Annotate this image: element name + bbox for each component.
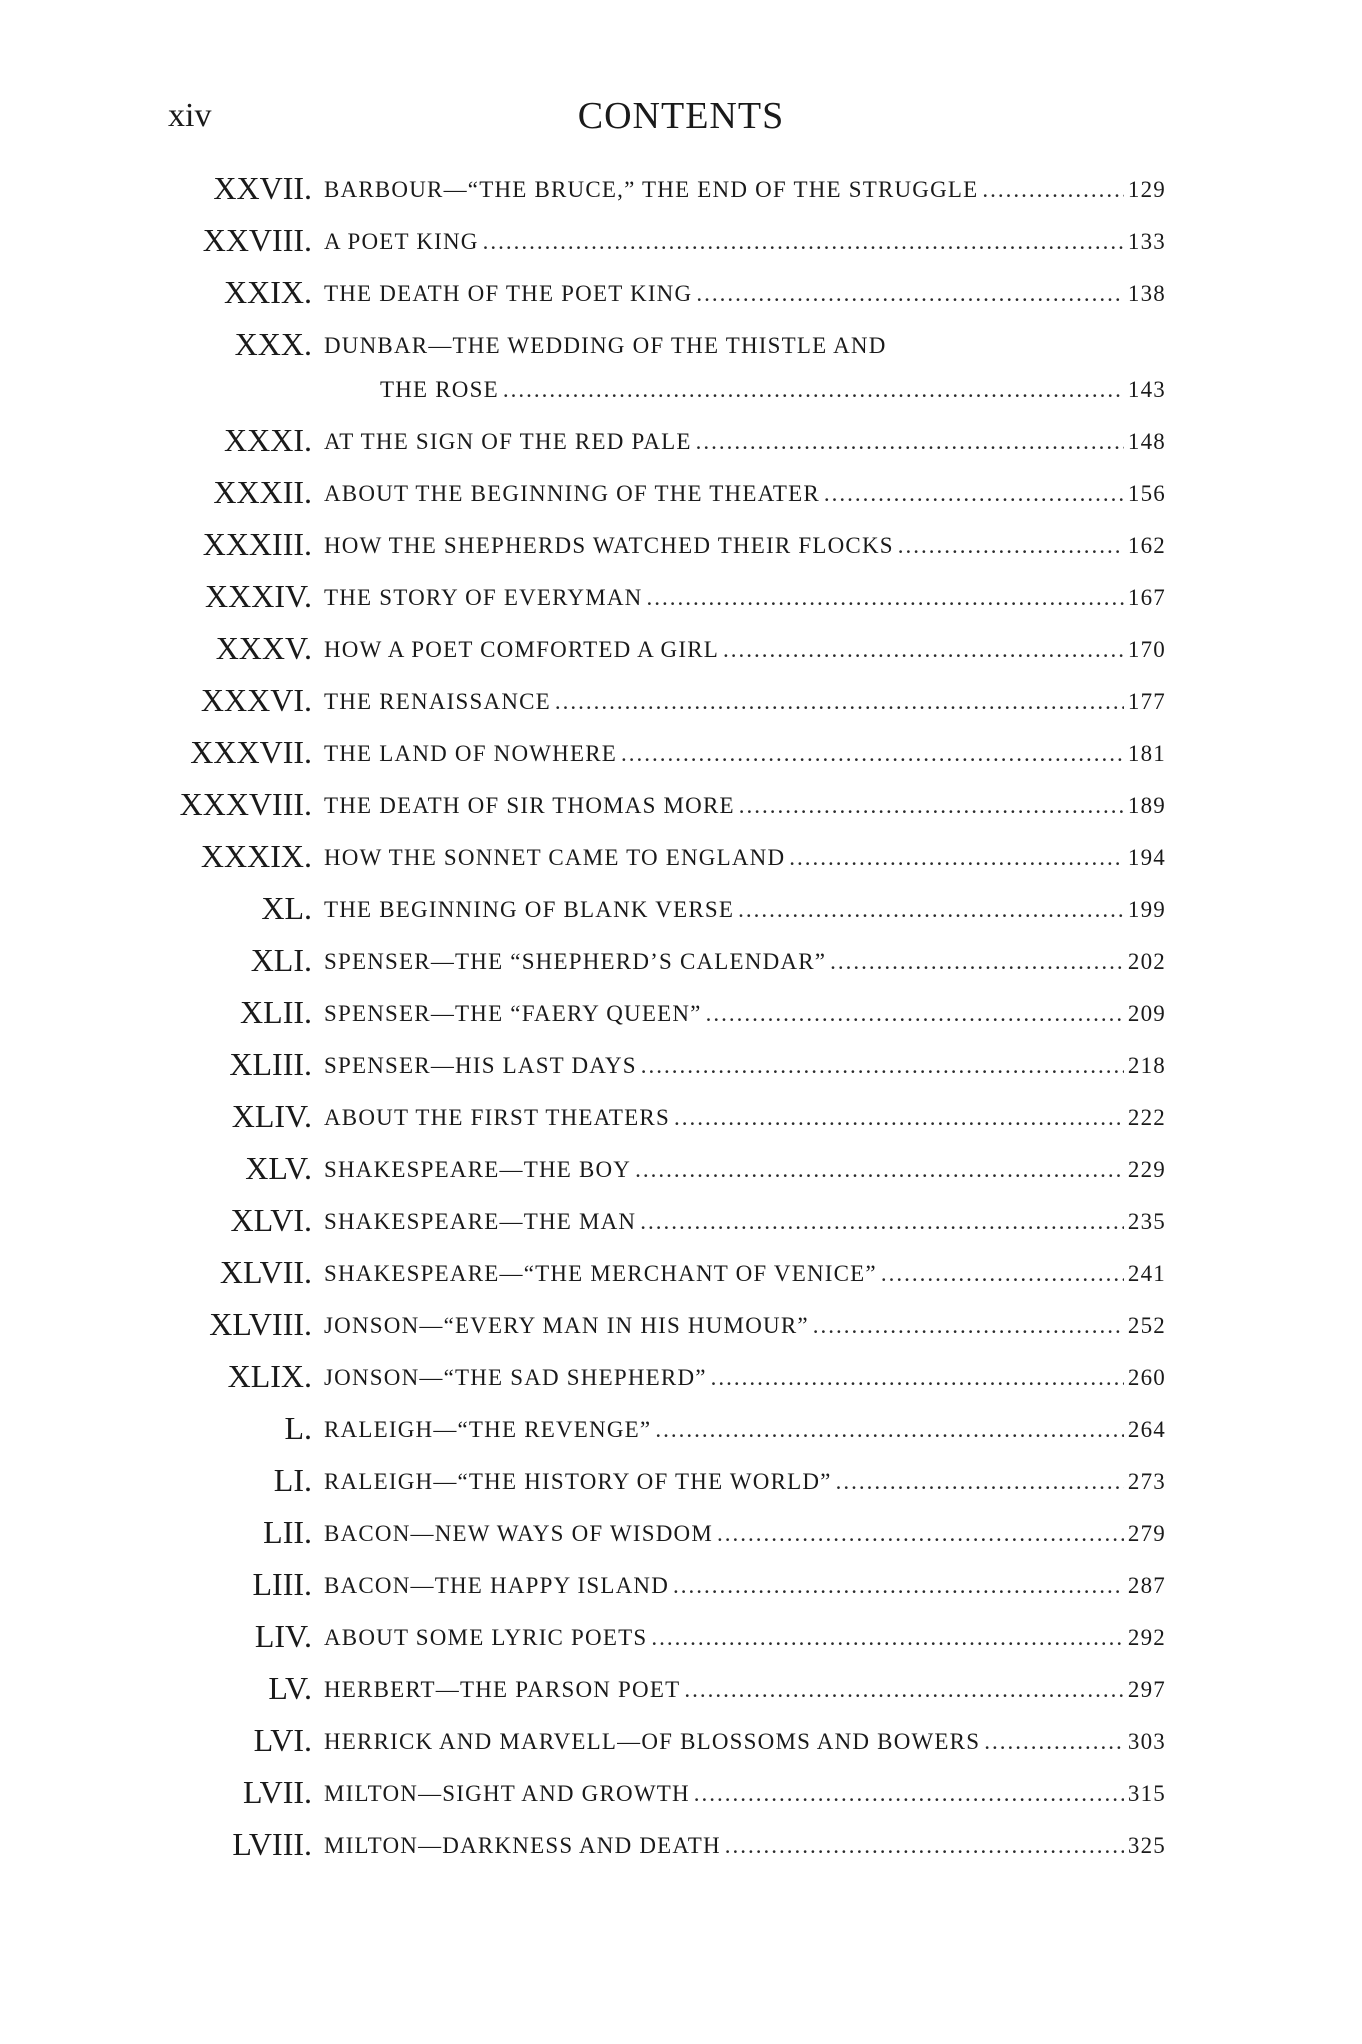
toc-entry <box>0 1458 1362 1510</box>
chapter-title: JONSON—“THE SAD SHEPHERD” <box>324 1365 707 1390</box>
toc-line <box>324 1412 1166 1448</box>
toc-line <box>324 1776 1166 1812</box>
dot-leader <box>898 528 1124 564</box>
dot-leader <box>640 1204 1124 1240</box>
chapter-title: THE DEATH OF SIR THOMAS MORE <box>324 793 735 818</box>
chapter-title: SHAKESPEARE—THE BOY <box>324 1157 632 1182</box>
chapter-page-number: 264 <box>1127 1417 1166 1442</box>
chapter-numeral: LVI. <box>253 1722 312 1758</box>
toc-line <box>324 424 1166 460</box>
chapter-numeral: XXVII. <box>213 170 312 206</box>
chapter-page-number: 241 <box>1127 1261 1166 1286</box>
toc-entry <box>0 1562 1362 1614</box>
chapter-page-number: 143 <box>1127 377 1166 402</box>
chapter-title: MILTON—SIGHT AND GROWTH <box>324 1781 690 1806</box>
chapter-numeral: XXIX. <box>224 274 312 310</box>
chapter-numeral: XLII. <box>240 994 312 1030</box>
chapter-numeral: XXX. <box>234 326 312 362</box>
toc-line <box>324 1568 1166 1604</box>
chapter-numeral: LII. <box>263 1514 312 1550</box>
chapter-title: THE RENAISSANCE <box>324 689 551 714</box>
toc-line <box>324 1308 1166 1344</box>
toc-entry <box>0 522 1362 574</box>
chapter-numeral: XXXVI. <box>200 682 312 718</box>
toc-line <box>324 736 1166 772</box>
dot-leader <box>824 476 1124 512</box>
chapter-title: BARBOUR—“THE BRUCE,” THE END OF THE STRUGGLE <box>324 177 979 202</box>
dot-leader <box>696 424 1124 460</box>
toc-entry <box>0 1406 1362 1458</box>
chapter-numeral: XXXIX. <box>200 838 312 874</box>
chapter-title: SHAKESPEARE—“THE MERCHANT OF VENICE” <box>324 1261 877 1286</box>
toc-line <box>324 1724 1166 1760</box>
chapter-page-number: 252 <box>1127 1313 1166 1338</box>
chapter-page-number: 235 <box>1127 1209 1166 1234</box>
dot-leader <box>655 1412 1124 1448</box>
chapter-page-number: 129 <box>1127 177 1166 202</box>
dot-leader <box>789 840 1124 876</box>
dot-leader <box>684 1672 1124 1708</box>
toc-entry <box>0 1094 1362 1146</box>
chapter-page-number: 292 <box>1127 1625 1166 1650</box>
dot-leader <box>739 788 1124 824</box>
toc-line <box>324 224 1166 260</box>
toc-line <box>324 1204 1166 1240</box>
chapter-title: BACON—THE HAPPY ISLAND <box>324 1573 670 1598</box>
chapter-page-number: 170 <box>1127 637 1166 662</box>
chapter-numeral: XLVI. <box>230 1202 312 1238</box>
toc-entry <box>0 1250 1362 1302</box>
chapter-numeral: XLVIII. <box>209 1306 312 1342</box>
chapter-title: THE LAND OF NOWHERE <box>324 741 618 766</box>
chapter-page-number: 199 <box>1127 897 1166 922</box>
dot-leader <box>706 996 1124 1032</box>
chapter-numeral: LIII. <box>252 1566 312 1602</box>
dot-leader <box>696 276 1124 312</box>
dot-leader <box>881 1256 1124 1292</box>
chapter-title: SPENSER—THE “SHEPHERD’S CALENDAR” <box>324 949 827 974</box>
chapter-title: HOW THE SONNET CAME TO ENGLAND <box>324 845 786 870</box>
toc-line <box>324 580 1166 616</box>
chapter-title: HOW THE SHEPHERDS WATCHED THEIR FLOCKS <box>324 533 894 558</box>
toc-entry <box>0 470 1362 522</box>
chapter-page-number: 181 <box>1127 741 1166 766</box>
chapter-title: HOW A POET COMFORTED A GIRL <box>324 637 720 662</box>
chapter-page-number: 260 <box>1127 1365 1166 1390</box>
dot-leader <box>717 1516 1124 1552</box>
chapter-numeral: XXXV. <box>215 630 312 666</box>
toc-line <box>324 840 1166 876</box>
chapter-numeral: LIV. <box>254 1618 312 1654</box>
toc-line <box>324 1100 1166 1136</box>
toc-entry <box>0 1510 1362 1562</box>
toc-line <box>324 1516 1166 1552</box>
chapter-title: ABOUT THE BEGINNING OF THE THEATER <box>324 481 820 506</box>
chapter-page-number: 202 <box>1127 949 1166 974</box>
chapter-numeral: XXXIII. <box>202 526 312 562</box>
chapter-page-number: 303 <box>1127 1729 1166 1754</box>
chapter-title: RALEIGH—“THE REVENGE” <box>324 1417 652 1442</box>
chapter-numeral: LVIII. <box>232 1826 312 1862</box>
dot-leader <box>674 1100 1124 1136</box>
chapter-numeral: XL. <box>261 890 312 926</box>
dot-leader <box>725 1828 1124 1864</box>
dot-leader <box>984 1724 1124 1760</box>
chapter-page-number: 194 <box>1127 845 1166 870</box>
chapter-numeral: LV. <box>268 1670 312 1706</box>
toc-line <box>324 1828 1166 1864</box>
toc-entry <box>0 218 1362 270</box>
toc-entry <box>0 166 1362 218</box>
toc-line <box>324 276 1166 312</box>
chapter-page-number: 209 <box>1127 1001 1166 1026</box>
chapter-title: SHAKESPEARE—THE MAN <box>324 1209 637 1234</box>
dot-leader <box>646 580 1123 616</box>
dot-leader <box>503 372 1124 408</box>
toc-line <box>324 1048 1166 1084</box>
toc-entry <box>0 1302 1362 1354</box>
toc-entry <box>0 782 1362 834</box>
toc-entry <box>0 1666 1362 1718</box>
chapter-title: MILTON—DARKNESS AND DEATH <box>324 1833 721 1858</box>
toc-entry <box>0 270 1362 322</box>
chapter-numeral: XLI. <box>250 942 312 978</box>
toc-entry <box>0 834 1362 886</box>
toc-entry <box>0 938 1362 990</box>
toc-entry <box>0 886 1362 938</box>
chapter-title: A POET KING <box>324 229 479 254</box>
dot-leader <box>813 1308 1124 1344</box>
chapter-page-number: 148 <box>1127 429 1166 454</box>
chapter-numeral: LI. <box>273 1462 312 1498</box>
dot-leader <box>483 224 1124 260</box>
dot-leader <box>641 1048 1124 1084</box>
chapter-numeral: LVII. <box>242 1774 312 1810</box>
chapter-page-number: 167 <box>1127 585 1166 610</box>
chapter-title: ABOUT SOME LYRIC POETS <box>324 1625 648 1650</box>
toc-entry <box>0 990 1362 1042</box>
toc-line <box>324 1256 1166 1292</box>
chapter-numeral: XXXII. <box>213 474 312 510</box>
toc-entry <box>0 626 1362 678</box>
toc-line <box>324 1672 1166 1708</box>
table-of-contents <box>0 166 1362 1874</box>
toc-entry <box>0 1198 1362 1250</box>
chapter-title: THE BEGINNING OF BLANK VERSE <box>324 897 735 922</box>
toc-line <box>324 892 1166 928</box>
page-title: CONTENTS <box>577 95 785 137</box>
chapter-page-number: 162 <box>1127 533 1166 558</box>
chapter-title-continuation: THE ROSE <box>380 377 499 402</box>
dot-leader <box>723 632 1124 668</box>
toc-entry <box>0 1770 1362 1822</box>
chapter-numeral: XXXVIII. <box>179 786 312 822</box>
dot-leader <box>635 1152 1124 1188</box>
toc-entry <box>0 1614 1362 1666</box>
chapter-numeral: XLVII. <box>219 1254 312 1290</box>
chapter-numeral: XLIV. <box>231 1098 312 1134</box>
toc-entry <box>0 418 1362 470</box>
chapter-page-number: 177 <box>1127 689 1166 714</box>
toc-line <box>324 1152 1166 1188</box>
chapter-title: DUNBAR—THE WEDDING OF THE THISTLE AND <box>324 333 887 358</box>
chapter-page-number: 218 <box>1127 1053 1166 1078</box>
dot-leader <box>694 1776 1124 1812</box>
toc-entry <box>0 1822 1362 1874</box>
dot-leader <box>673 1568 1124 1604</box>
toc-line <box>324 944 1166 980</box>
toc-entry <box>0 1146 1362 1198</box>
toc-line <box>324 1360 1166 1396</box>
chapter-numeral: XLIX. <box>227 1358 312 1394</box>
toc-line <box>324 476 1166 512</box>
chapter-title: BACON—NEW WAYS OF WISDOM <box>324 1521 713 1546</box>
toc-line <box>324 328 1166 364</box>
chapter-numeral: XXXI. <box>224 422 312 458</box>
chapter-page-number: 315 <box>1127 1781 1166 1806</box>
chapter-page-number: 222 <box>1127 1105 1166 1130</box>
chapter-page-number: 287 <box>1127 1573 1166 1598</box>
chapter-page-number: 325 <box>1127 1833 1166 1858</box>
toc-entry <box>0 574 1362 626</box>
chapter-numeral: XXXIV. <box>205 578 312 614</box>
dot-leader <box>982 172 1123 208</box>
chapter-page-number: 138 <box>1127 281 1166 306</box>
chapter-title: AT THE SIGN OF THE RED PALE <box>324 429 692 454</box>
dot-leader <box>621 736 1124 772</box>
chapter-numeral: XLIII. <box>229 1046 312 1082</box>
toc-line <box>324 172 1166 208</box>
chapter-title: THE DEATH OF THE POET KING <box>324 281 693 306</box>
chapter-title: THE STORY OF EVERYMAN <box>324 585 643 610</box>
dot-leader <box>738 892 1124 928</box>
toc-line <box>324 632 1166 668</box>
chapter-page-number: 279 <box>1127 1521 1166 1546</box>
toc-line-continuation <box>380 372 1166 408</box>
toc-line <box>324 528 1166 564</box>
chapter-numeral: XXXVII. <box>190 734 312 770</box>
chapter-page-number: 189 <box>1127 793 1166 818</box>
chapter-numeral: XXVIII. <box>202 222 312 258</box>
toc-entry <box>0 1718 1362 1770</box>
toc-entry <box>0 1354 1362 1406</box>
chapter-page-number: 133 <box>1127 229 1166 254</box>
chapter-title: HERRICK AND MARVELL—OF BLOSSOMS AND BOWERS <box>324 1729 981 1754</box>
dot-leader <box>555 684 1124 720</box>
toc-entry <box>0 730 1362 782</box>
chapter-numeral: XLV. <box>245 1150 312 1186</box>
toc-line <box>324 1620 1166 1656</box>
toc-line <box>324 788 1166 824</box>
toc-entry <box>0 322 1362 418</box>
chapter-title: HERBERT—THE PARSON POET <box>324 1677 681 1702</box>
chapter-title: RALEIGH—“THE HISTORY OF THE WORLD” <box>324 1469 832 1494</box>
dot-leader <box>711 1360 1124 1396</box>
toc-line <box>324 996 1166 1032</box>
toc-line <box>324 684 1166 720</box>
page-number: xiv <box>168 97 212 134</box>
toc-entry <box>0 678 1362 730</box>
dot-leader <box>651 1620 1124 1656</box>
chapter-page-number: 297 <box>1127 1677 1166 1702</box>
chapter-page-number: 156 <box>1127 481 1166 506</box>
toc-line <box>324 1464 1166 1500</box>
toc-entry <box>0 1042 1362 1094</box>
chapter-title: SPENSER—HIS LAST DAYS <box>324 1053 637 1078</box>
chapter-title: JONSON—“EVERY MAN IN HIS HUMOUR” <box>324 1313 809 1338</box>
dot-leader <box>830 944 1124 980</box>
chapter-page-number: 229 <box>1127 1157 1166 1182</box>
chapter-title: SPENSER—THE “FAERY QUEEN” <box>324 1001 702 1026</box>
chapter-numeral: L. <box>284 1410 312 1446</box>
dot-leader <box>836 1464 1124 1500</box>
chapter-page-number: 273 <box>1127 1469 1166 1494</box>
chapter-title: ABOUT THE FIRST THEATERS <box>324 1105 670 1130</box>
